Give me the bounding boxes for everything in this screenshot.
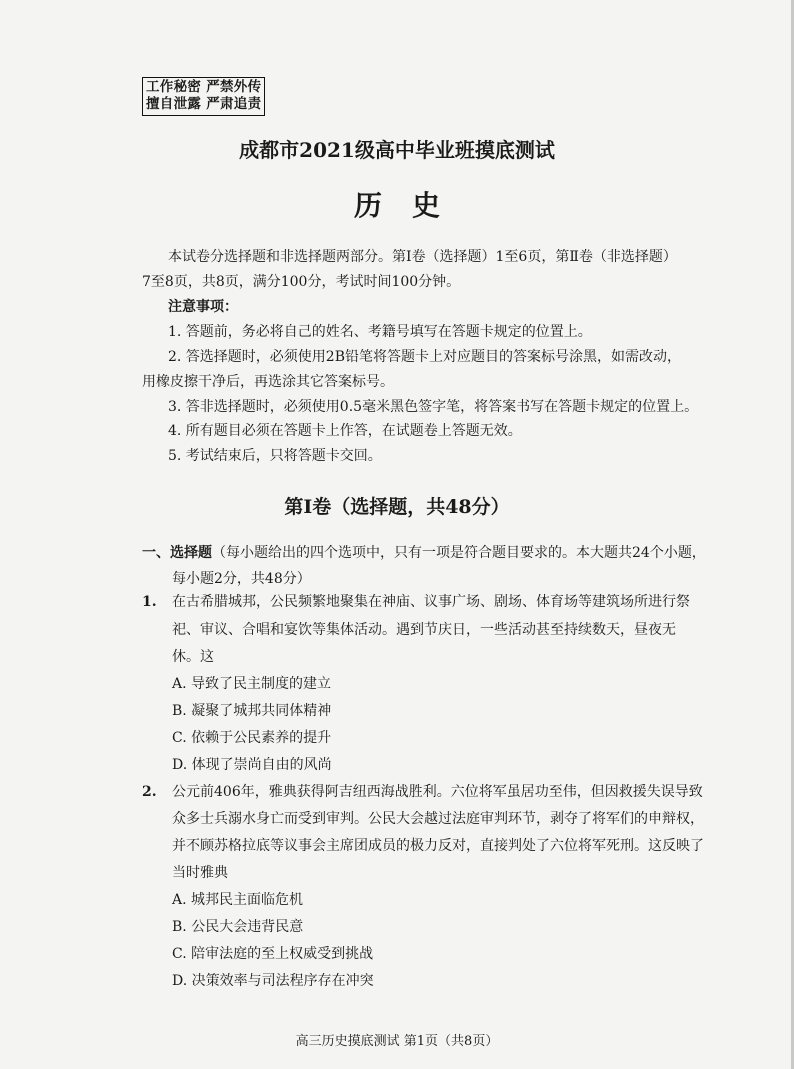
question-2-number: 2.	[142, 784, 157, 800]
question-1-number: 1.	[142, 594, 157, 610]
section-label: 一、选择题	[142, 545, 212, 561]
note-2-line-1: 2. 答选择题时，必须使用2B铅笔将答题卡上对应题目的答案标号涂黑，如需改动，	[168, 349, 682, 365]
question-1-option-d: D. 体现了崇尚自由的风尚	[172, 757, 332, 773]
question-2-option-c: C. 陪审法庭的至上权威受到挑战	[172, 946, 374, 962]
confidential-stamp	[142, 77, 265, 116]
question-1-line-3: 休。这	[172, 649, 214, 665]
question-2-line-3: 并不顾苏格拉底等议事会主席团成员的极力反对，直接判处了六位将军死刑。这反映了	[172, 838, 704, 854]
question-2-line-1: 公元前406年，雅典获得阿吉纽西海战胜利。六位将军虽居功至伟，但因救援失误导致	[172, 784, 703, 800]
section-instruction-line-1	[142, 543, 706, 563]
section-instruction-text: （每小题给出的四个选项中，只有一项是符合题目要求的。本大题共24个小题，	[212, 545, 706, 561]
stamp-line-2: 擅自泄露 严肃追责	[146, 96, 262, 112]
notes-heading: 注意事项：	[168, 299, 238, 315]
section-instruction-line-2: 每小题2分，共48分）	[172, 571, 311, 587]
note-4: 4. 所有题目必须在答题卡上作答，在试题卷上答题无效。	[168, 423, 522, 439]
note-5: 5. 考试结束后，只将答题卡交回。	[168, 448, 382, 464]
question-1-line-2: 祀、审议、合唱和宴饮等集体活动。遇到节庆日，一些活动甚至持续数天，昼夜无	[172, 622, 676, 638]
question-2-option-a: A. 城邦民主面临危机	[172, 892, 304, 908]
question-2-option-b: B. 公民大会违背民意	[172, 919, 304, 935]
exam-title: 成都市2021级高中毕业班摸底测试	[239, 138, 555, 162]
question-1-line-1: 在古希腊城邦，公民频繁地聚集在神庙、议事广场、剧场、体育场等建筑场所进行祭	[172, 594, 690, 610]
question-2-line-2: 众多士兵溺水身亡而受到审判。公民大会越过法庭审判环节，剥夺了将军们的申辩权，	[172, 811, 704, 827]
note-1: 1. 答题前，务必将自己的姓名、考籍号填写在答题卡规定的位置上。	[168, 324, 592, 340]
question-1-option-a: A. 导致了民主制度的建立	[172, 676, 332, 692]
intro-line-1: 本试卷分选择题和非选择题两部分。第Ⅰ卷（选择题）1至6页，第Ⅱ卷（非选择题）	[168, 249, 677, 265]
section-title: 第Ⅰ卷（选择题，共48分）	[284, 496, 510, 518]
note-3: 3. 答非选择题时，必须使用0.5毫米黑色签字笔，将答案书写在答题卡规定的位置上。	[168, 399, 699, 415]
question-2-line-4: 当时雅典	[172, 865, 228, 881]
question-1-option-b: B. 凝聚了城邦共同体精神	[172, 703, 332, 719]
note-2-line-2: 用橡皮擦干净后，再选涂其它答案标号。	[142, 374, 394, 390]
question-2-option-d: D. 决策效率与司法程序存在冲突	[172, 973, 374, 989]
question-1-option-c: C. 依赖于公民素养的提升	[172, 730, 332, 746]
stamp-line-1: 工作秘密 严禁外传	[146, 79, 262, 95]
intro-line-2: 7至8页，共8页，满分100分，考试时间100分钟。	[142, 274, 461, 290]
subject-title: 历史	[353, 189, 470, 222]
page-footer: 高三历史摸底测试 第1页（共8页）	[295, 1034, 499, 1049]
